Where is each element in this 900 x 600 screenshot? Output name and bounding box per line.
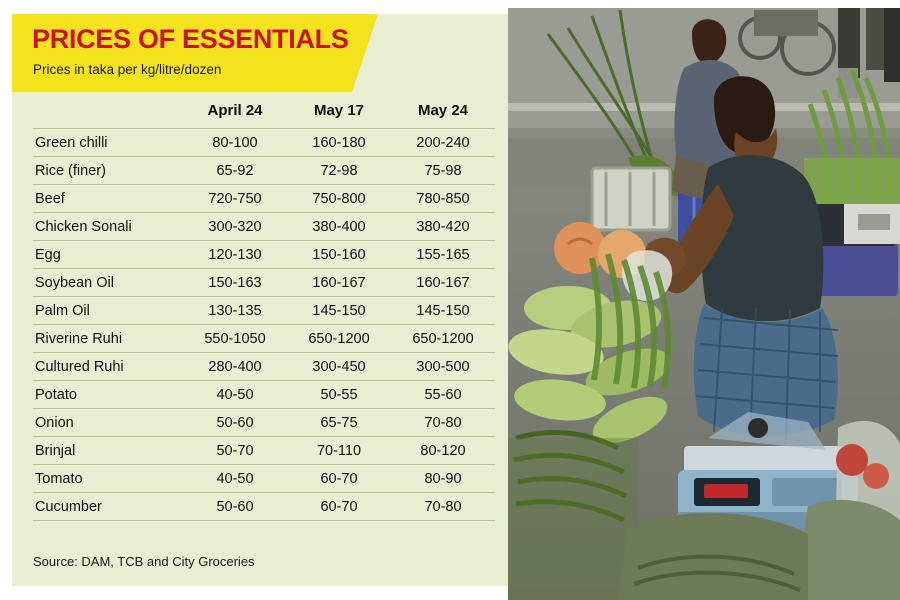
row-item-name: Beef [33,185,183,213]
row-price-april-24: 80-100 [183,129,287,157]
row-item-name: Cultured Ruhi [33,353,183,381]
row-price-may-17: 145-150 [287,297,391,325]
table-row [33,157,495,185]
column-header-may-17: May 17 [313,102,365,119]
row-price-april-24: 550-1050 [183,325,287,353]
row-item-name: Palm Oil [33,297,183,325]
row-price-may-24: 70-80 [391,493,495,521]
row-price-may-24: 155-165 [391,241,495,269]
row-price-may-17: 65-75 [287,409,391,437]
row-price-may-17: 70-110 [287,437,391,465]
table-header [33,96,495,129]
row-price-april-24: 65-92 [183,157,287,185]
row-item-name: Riverine Ruhi [33,325,183,353]
row-price-may-24: 160-167 [391,269,495,297]
row-item-name: Onion [33,409,183,437]
row-price-may-24: 300-500 [391,353,495,381]
panel-background [12,14,510,586]
row-item-name: Chicken Sonali [33,213,183,241]
row-price-april-24: 280-400 [183,353,287,381]
row-price-april-24: 130-135 [183,297,287,325]
table-row [33,493,495,521]
table-row [33,465,495,493]
row-item-name: Rice (finer) [33,157,183,185]
page-title: PRICES OF ESSENTIALS [32,24,349,54]
row-price-may-24: 380-420 [391,213,495,241]
row-item-name: Green chilli [33,129,183,157]
row-price-april-24: 300-320 [183,213,287,241]
row-price-may-17: 300-450 [287,353,391,381]
row-price-april-24: 50-70 [183,437,287,465]
row-price-may-24: 145-150 [391,297,495,325]
column-header-may-24: May 24 [417,102,469,119]
row-price-april-24: 50-60 [183,493,287,521]
table-row [33,297,495,325]
row-price-may-17: 50-55 [287,381,391,409]
table-row [33,269,495,297]
page-subtitle: Prices in taka per kg/litre/dozen [33,62,222,77]
row-price-april-24: 120-130 [183,241,287,269]
table-row [33,213,495,241]
table-row [33,129,495,157]
table-header-row [33,96,495,129]
row-price-may-17: 160-167 [287,269,391,297]
row-price-april-24: 720-750 [183,185,287,213]
row-item-name: Tomato [33,465,183,493]
row-price-may-24: 55-60 [391,381,495,409]
market-photo [508,8,900,600]
row-price-may-17: 72-98 [287,157,391,185]
row-price-may-17: 60-70 [287,465,391,493]
table-row [33,185,495,213]
row-price-may-17: 150-160 [287,241,391,269]
table-row [33,241,495,269]
row-price-may-24: 75-98 [391,157,495,185]
table-row [33,409,495,437]
column-header-item [33,96,183,129]
prices-table-wrap [12,96,510,521]
row-price-april-24: 150-163 [183,269,287,297]
row-item-name: Soybean Oil [33,269,183,297]
row-price-may-24: 650-1200 [391,325,495,353]
column-header-april-24: April 24 [207,102,263,119]
row-item-name: Brinjal [33,437,183,465]
row-item-name: Potato [33,381,183,409]
row-price-may-17: 750-800 [287,185,391,213]
table-row [33,325,495,353]
row-price-may-24: 70-80 [391,409,495,437]
table-row [33,353,495,381]
table-row [33,437,495,465]
prices-table [33,96,495,521]
source-note: Source: DAM, TCB and City Groceries [33,554,255,569]
table-body [33,129,495,521]
row-price-may-24: 780-850 [391,185,495,213]
row-price-april-24: 40-50 [183,465,287,493]
row-price-may-17: 380-400 [287,213,391,241]
row-price-may-17: 60-70 [287,493,391,521]
row-price-april-24: 50-60 [183,409,287,437]
row-price-may-17: 160-180 [287,129,391,157]
row-price-april-24: 40-50 [183,381,287,409]
row-price-may-17: 650-1200 [287,325,391,353]
table-row [33,381,495,409]
row-item-name: Cucumber [33,493,183,521]
row-price-may-24: 200-240 [391,129,495,157]
row-price-may-24: 80-90 [391,465,495,493]
row-item-name: Egg [33,241,183,269]
row-price-may-24: 80-120 [391,437,495,465]
